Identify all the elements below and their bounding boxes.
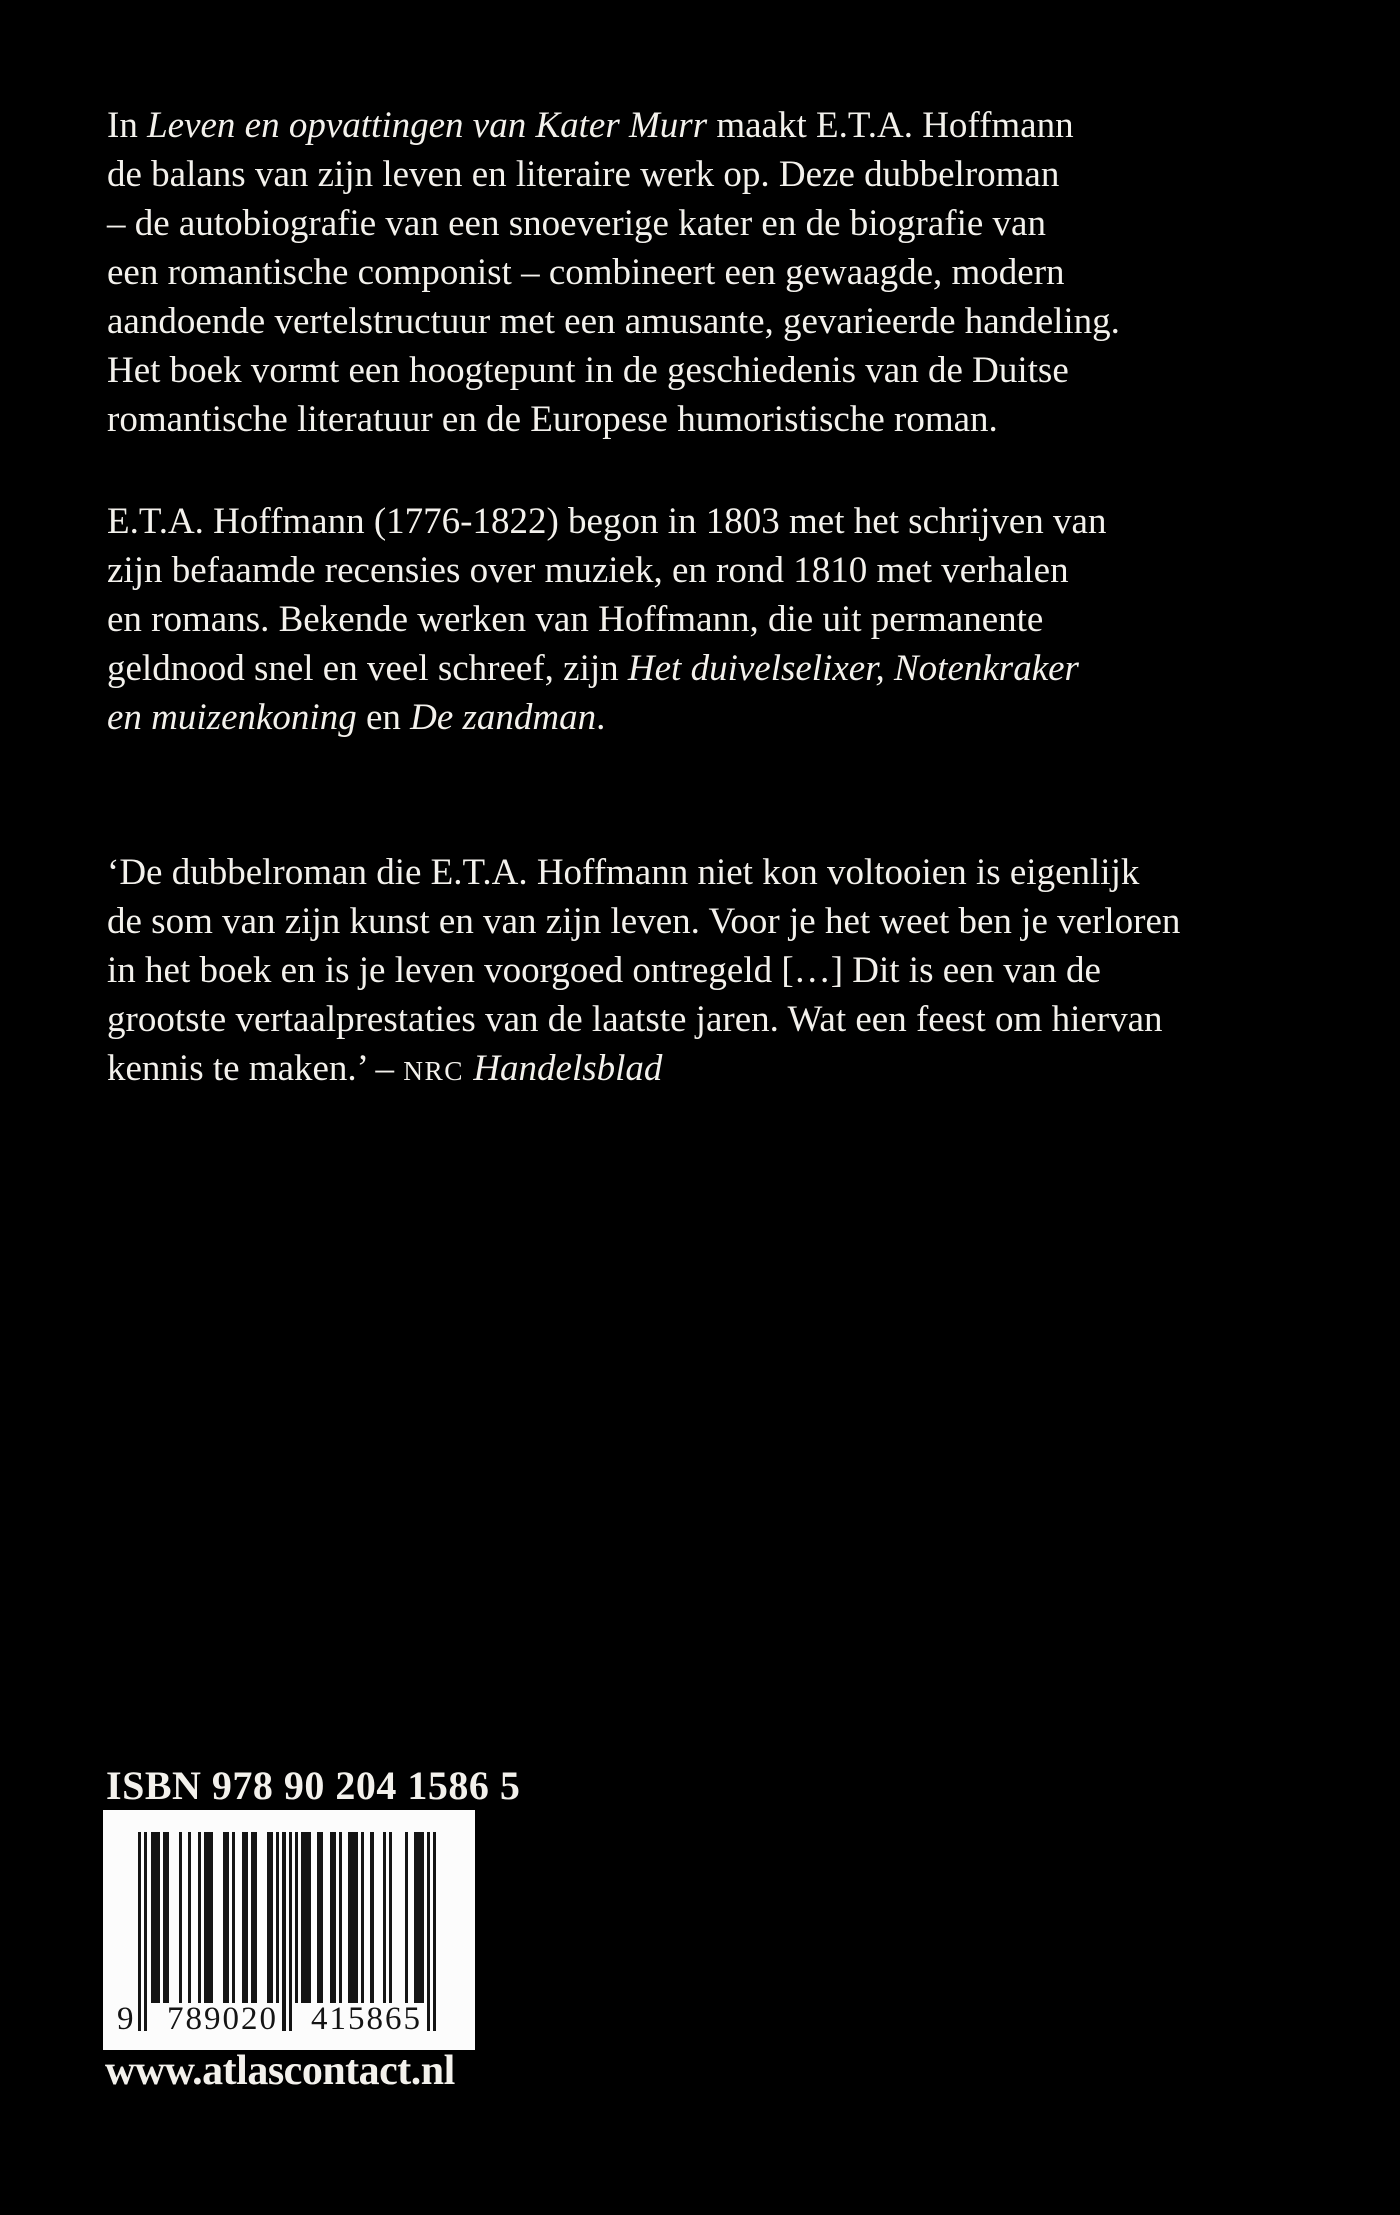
text-segment: en romans. Bekende werken van Hoffmann, die uit permanente [107,599,1044,640]
text-line [107,346,1347,395]
text-line [107,848,1347,897]
text-line [107,497,1347,546]
italic-text-segment: Handelsblad [473,1048,663,1089]
italic-text-segment: Het duivelselixer, Notenkraker [627,648,1079,689]
back-cover-text-column [107,101,1347,1096]
text-segment: kennis te maken.’ – [107,1048,404,1089]
text-segment: E.T.A. Hoffmann (1776-1822) begon in 1803 met het schrijven van [107,501,1107,542]
text-segment: In [107,105,148,146]
text-line [107,693,1347,742]
text-line [107,897,1347,946]
review-quote [107,848,1347,1096]
text-line [107,644,1347,693]
blurb-paragraph-2 [107,497,1347,742]
text-line [107,101,1347,150]
italic-text-segment: De zandman [410,697,597,738]
text-segment: een romantische componist – combineert een gewaagde, modern [107,252,1065,293]
text-line [107,199,1347,248]
text-segment: maakt E.T.A. Hoffmann [707,105,1074,146]
text-segment: – de autobiografie van een snoeverige kater en de biografie van [107,203,1046,244]
text-segment: ‘De dubbelroman die E.T.A. Hoffmann niet kon voltooien is eigenlijk [107,852,1140,893]
isbn-label: ISBN 978 90 204 1586 5 [106,1763,521,1808]
text-line [107,395,1347,444]
text-line [107,995,1347,1044]
text-segment: . [596,697,606,738]
text-line [107,946,1347,995]
italic-text-segment: Leven en opvattingen van Kater Murr [147,105,708,146]
barcode-digits-left-group: 789020 [167,2001,278,2037]
text-line [107,297,1347,346]
text-segment: de balans van zijn leven en literaire werk op. Deze dubbelroman [107,154,1060,195]
text-line [107,248,1347,297]
text-segment: romantische literatuur en de Europese humoristische roman. [107,399,998,440]
text-line [107,150,1347,199]
text-line [107,1044,1347,1096]
text-segment [464,1048,473,1089]
barcode-digits-right-group: 415865 [311,2001,422,2037]
barcode-bar [433,1832,436,2031]
text-segment: in het boek en is je leven voorgoed ontregeld […] Dit is een van de [107,950,1101,991]
smallcaps-text-segment: NRC [403,1056,465,1086]
blurb-paragraph-1 [107,101,1347,444]
text-segment: geldnood snel en veel schreef, zijn [107,648,628,689]
italic-text-segment: en muizenkoning [107,697,357,738]
ean-barcode [103,1810,475,2050]
text-line [107,595,1347,644]
publisher-website-url: www.atlascontact.nl [105,2048,455,2094]
text-segment: aandoende vertelstructuur met een amusante, gevarieerde handeling. [107,301,1120,342]
barcode-digit-first: 9 [117,2001,134,2037]
text-segment: de som van zijn kunst en van zijn leven. Voor je het weet ben je verloren [107,901,1181,942]
text-segment: Het boek vormt een hoogtepunt in de geschiedenis van de Duitse [107,350,1069,391]
text-line [107,546,1347,595]
text-segment: grootste vertaalprestaties van de laatste jaren. Wat een feest om hiervan [107,999,1163,1040]
text-segment: zijn befaamde recensies over muziek, en rond 1810 met verhalen [107,550,1069,591]
text-segment: en [356,697,411,738]
